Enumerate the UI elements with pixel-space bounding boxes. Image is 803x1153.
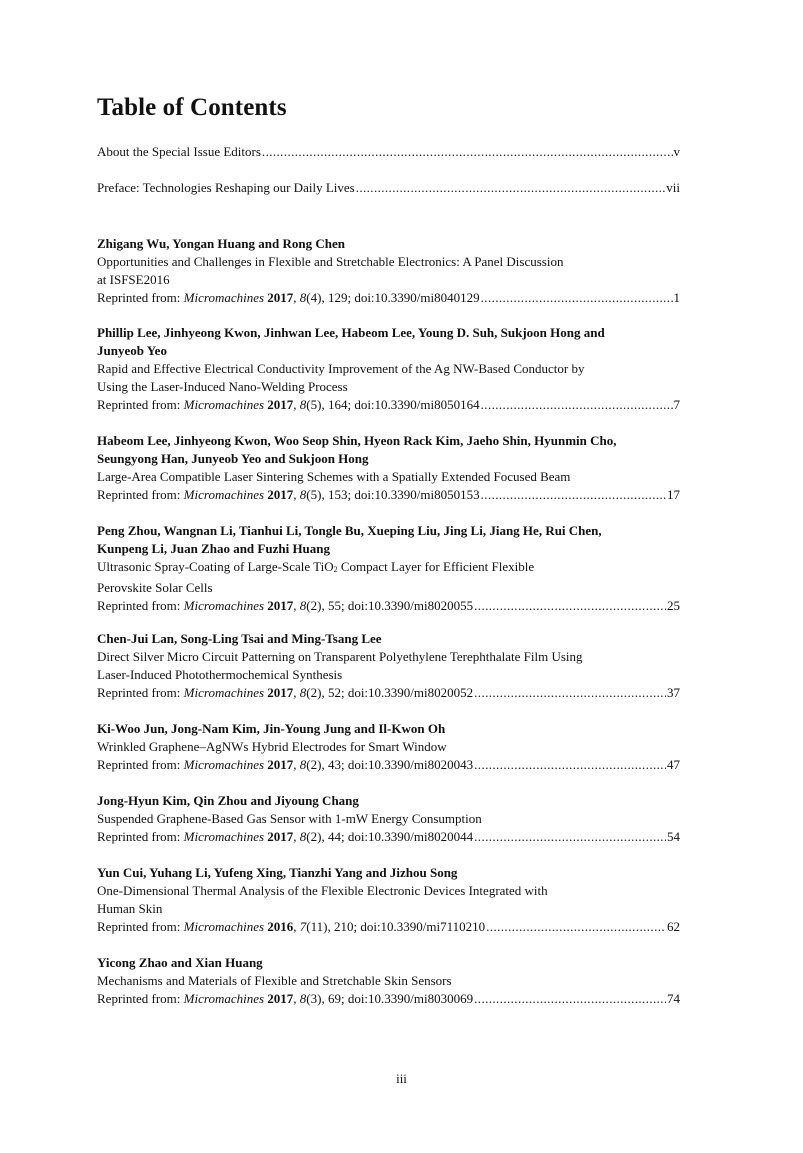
journal-year: 2017 — [267, 829, 294, 844]
journal-volume: 8 — [299, 757, 307, 772]
entry-page: 25 — [667, 598, 680, 613]
issue-doi: (2), 55; doi:10.3390/mi8020055 — [306, 598, 474, 613]
entry-authors: Chen-Jui Lan, Song-Ling Tsai and Ming-Tsang Lee — [97, 631, 382, 646]
dot-leader — [474, 597, 666, 615]
citation-text: Reprinted from: Micromachines 2017, 8(2), 43; doi:10.3390/mi8020043 — [97, 757, 474, 772]
entry-authors: Phillip Lee, Jinhyeong Kwon, Jinhwan Lee, Habeom Lee, Young D. Suh, Sukjoon Hong and — [97, 325, 605, 340]
entry-title-line: Mechanisms and Materials of Flexible and Stretchable Skin Sensors — [97, 973, 452, 988]
issue-doi: (2), 44; doi:10.3390/mi8020044 — [306, 829, 474, 844]
entry-title-line: Human Skin — [97, 901, 163, 916]
entry-page: 37 — [667, 685, 680, 700]
journal-volume: 8 — [299, 685, 307, 700]
issue-doi: (5), 164; doi:10.3390/mi8050164 — [306, 397, 480, 412]
dot-leader — [481, 289, 673, 307]
front-matter-page: v — [673, 144, 680, 159]
dot-leader — [474, 684, 666, 702]
entry-citation — [97, 486, 680, 504]
citation-text: Reprinted from: Micromachines 2017, 8(2), 52; doi:10.3390/mi8020052 — [97, 685, 474, 700]
front-matter-label: About the Special Issue Editors — [97, 144, 261, 159]
entry-title-line: Large-Area Compatible Laser Sintering Schemes with a Spatially Extended Focused Beam — [97, 469, 571, 484]
front-matter-about-editors[interactable] — [97, 143, 680, 161]
entry-page: 7 — [673, 397, 680, 412]
reprint-prefix: Reprinted from: — [97, 991, 184, 1006]
entry-title-line — [97, 558, 680, 579]
toc-entry[interactable] — [97, 630, 680, 702]
journal-volume: 8 — [299, 598, 307, 613]
entry-authors: Jong-Hyun Kim, Qin Zhou and Jiyoung Chang — [97, 793, 359, 808]
reprint-prefix: Reprinted from: — [97, 290, 184, 305]
entry-page: 1 — [673, 290, 680, 305]
journal-name: Micromachines — [183, 397, 265, 412]
journal-year: 2017 — [267, 487, 294, 502]
journal-volume: 8 — [299, 991, 307, 1006]
issue-doi: (2), 43; doi:10.3390/mi8020043 — [306, 757, 474, 772]
entry-title-line: Opportunities and Challenges in Flexible and Stretchable Electronics: A Panel Discussion — [97, 254, 564, 269]
reprint-prefix: Reprinted from: — [97, 487, 184, 502]
title-text: Compact Layer for Efficient Flexible — [337, 559, 535, 574]
journal-name: Micromachines — [183, 685, 265, 700]
entry-page: 54 — [667, 829, 680, 844]
journal-volume: 8 — [299, 829, 307, 844]
reprint-prefix: Reprinted from: — [97, 757, 184, 772]
toc-entry[interactable] — [97, 522, 680, 615]
toc-entry[interactable] — [97, 324, 680, 414]
entry-authors: Yicong Zhao and Xian Huang — [97, 955, 263, 970]
entry-citation — [97, 918, 680, 936]
entry-citation — [97, 396, 680, 414]
entry-title-line: Laser-Induced Photothermochemical Synthesis — [97, 667, 343, 682]
dot-leader — [474, 990, 666, 1008]
journal-name: Micromachines — [183, 919, 265, 934]
reprint-prefix: Reprinted from: — [97, 397, 184, 412]
entry-title-line: at ISFSE2016 — [97, 272, 170, 287]
journal-volume: 8 — [299, 487, 307, 502]
entry-page: 74 — [667, 991, 680, 1006]
citation-text: Reprinted from: Micromachines 2017, 8(2), 44; doi:10.3390/mi8020044 — [97, 829, 474, 844]
reprint-prefix: Reprinted from: — [97, 685, 184, 700]
journal-year: 2016 — [267, 919, 294, 934]
entry-title-line: Perovskite Solar Cells — [97, 580, 213, 595]
issue-doi: (5), 153; doi:10.3390/mi8050153 — [306, 487, 480, 502]
title-subscript: 2 — [333, 565, 338, 574]
journal-name: Micromachines — [183, 829, 265, 844]
dot-leader — [474, 756, 666, 774]
journal-volume: 7 — [299, 919, 307, 934]
issue-doi: (2), 52; doi:10.3390/mi8020052 — [306, 685, 474, 700]
entry-citation — [97, 289, 680, 307]
entry-citation — [97, 597, 680, 615]
entry-title-line: Suspended Graphene-Based Gas Sensor with 1-mW Energy Consumption — [97, 811, 482, 826]
page-number: iii — [396, 1071, 407, 1086]
entry-title-line: Direct Silver Micro Circuit Patterning on Transparent Polyethylene Terephthalate Film Using — [97, 649, 583, 664]
toc-entry[interactable] — [97, 720, 680, 774]
citation-text: Reprinted from: Micromachines 2017, 8(5), 153; doi:10.3390/mi8050153 — [97, 487, 480, 502]
entry-citation — [97, 756, 680, 774]
reprint-prefix: Reprinted from: — [97, 829, 184, 844]
entry-authors: Junyeob Yeo — [97, 343, 167, 358]
citation-text: Reprinted from: Micromachines 2017, 8(3), 69; doi:10.3390/mi8030069 — [97, 991, 474, 1006]
dot-leader — [486, 918, 666, 936]
entry-authors: Kunpeng Li, Juan Zhao and Fuzhi Huang — [97, 541, 331, 556]
entry-title-line: Using the Laser-Induced Nano-Welding Process — [97, 379, 348, 394]
toc-entry[interactable] — [97, 792, 680, 846]
reprint-prefix: Reprinted from: — [97, 919, 184, 934]
issue-doi: (4), 129; doi:10.3390/mi8040129 — [306, 290, 480, 305]
title-text: Ultrasonic Spray-Coating of Large-Scale TiO — [97, 559, 334, 574]
entry-authors: Yun Cui, Yuhang Li, Yufeng Xing, Tianzhi Yang and Jizhou Song — [97, 865, 458, 880]
issue-doi: (11), 210; doi:10.3390/mi7110210 — [306, 919, 486, 934]
front-matter-page: vii — [666, 180, 680, 195]
issue-doi: (3), 69; doi:10.3390/mi8030069 — [306, 991, 474, 1006]
entry-citation — [97, 990, 680, 1008]
dot-leader — [481, 396, 673, 414]
journal-year: 2017 — [267, 290, 294, 305]
entry-citation — [97, 828, 680, 846]
toc-entry[interactable] — [97, 954, 680, 1008]
entry-page: 17 — [667, 487, 680, 502]
dot-leader — [481, 486, 666, 504]
journal-year: 2017 — [267, 397, 294, 412]
journal-year: 2017 — [267, 757, 294, 772]
entry-title-line: One-Dimensional Thermal Analysis of the Flexible Electronic Devices Integrated with — [97, 883, 548, 898]
journal-name: Micromachines — [183, 598, 265, 613]
journal-year: 2017 — [267, 991, 294, 1006]
toc-entry[interactable] — [97, 235, 680, 307]
entry-authors: Seungyong Han, Junyeob Yeo and Sukjoon Hong — [97, 451, 369, 466]
journal-year: 2017 — [267, 598, 294, 613]
journal-name: Micromachines — [183, 487, 265, 502]
journal-name: Micromachines — [183, 991, 265, 1006]
journal-year: 2017 — [267, 685, 294, 700]
reprint-prefix: Reprinted from: — [97, 598, 184, 613]
dot-leader — [356, 179, 666, 197]
entry-page: 47 — [667, 757, 680, 772]
entry-authors: Ki-Woo Jun, Jong-Nam Kim, Jin-Young Jung and Il-Kwon Oh — [97, 721, 446, 736]
journal-name: Micromachines — [183, 757, 265, 772]
entry-title-line: Rapid and Effective Electrical Conductivity Improvement of the Ag NW-Based Conductor by — [97, 361, 585, 376]
citation-text: Reprinted from: Micromachines 2017, 8(2), 55; doi:10.3390/mi8020055 — [97, 598, 474, 613]
entry-title-line: Wrinkled Graphene–AgNWs Hybrid Electrodes for Smart Window — [97, 739, 447, 754]
citation-text: Reprinted from: Micromachines 2017, 8(5), 164; doi:10.3390/mi8050164 — [97, 397, 480, 412]
entry-page: 62 — [667, 919, 680, 934]
toc-entry[interactable] — [97, 432, 680, 504]
citation-text: Reprinted from: Micromachines 2017, 8(4), 129; doi:10.3390/mi8040129 — [97, 290, 480, 305]
journal-volume: 8 — [299, 397, 307, 412]
dot-leader — [474, 828, 666, 846]
toc-entry[interactable] — [97, 864, 680, 936]
front-matter-label: Preface: Technologies Reshaping our Daily Lives — [97, 180, 355, 195]
journal-name: Micromachines — [183, 290, 265, 305]
entry-authors: Peng Zhou, Wangnan Li, Tianhui Li, Tongle Bu, Xueping Liu, Jing Li, Jiang He, Rui Chen, — [97, 523, 602, 538]
journal-volume: 8 — [299, 290, 307, 305]
entry-authors: Habeom Lee, Jinhyeong Kwon, Woo Seop Shin, Hyeon Rack Kim, Jaeho Shin, Hyunmin Cho, — [97, 433, 617, 448]
page-title: Table of Contents — [97, 94, 287, 121]
citation-text: Reprinted from: Micromachines 2016, 7(11), 210; doi:10.3390/mi7110210 — [97, 919, 486, 934]
entry-citation — [97, 684, 680, 702]
front-matter-preface[interactable] — [97, 179, 680, 197]
dot-leader — [262, 143, 673, 161]
entry-authors: Zhigang Wu, Yongan Huang and Rong Chen — [97, 236, 345, 251]
